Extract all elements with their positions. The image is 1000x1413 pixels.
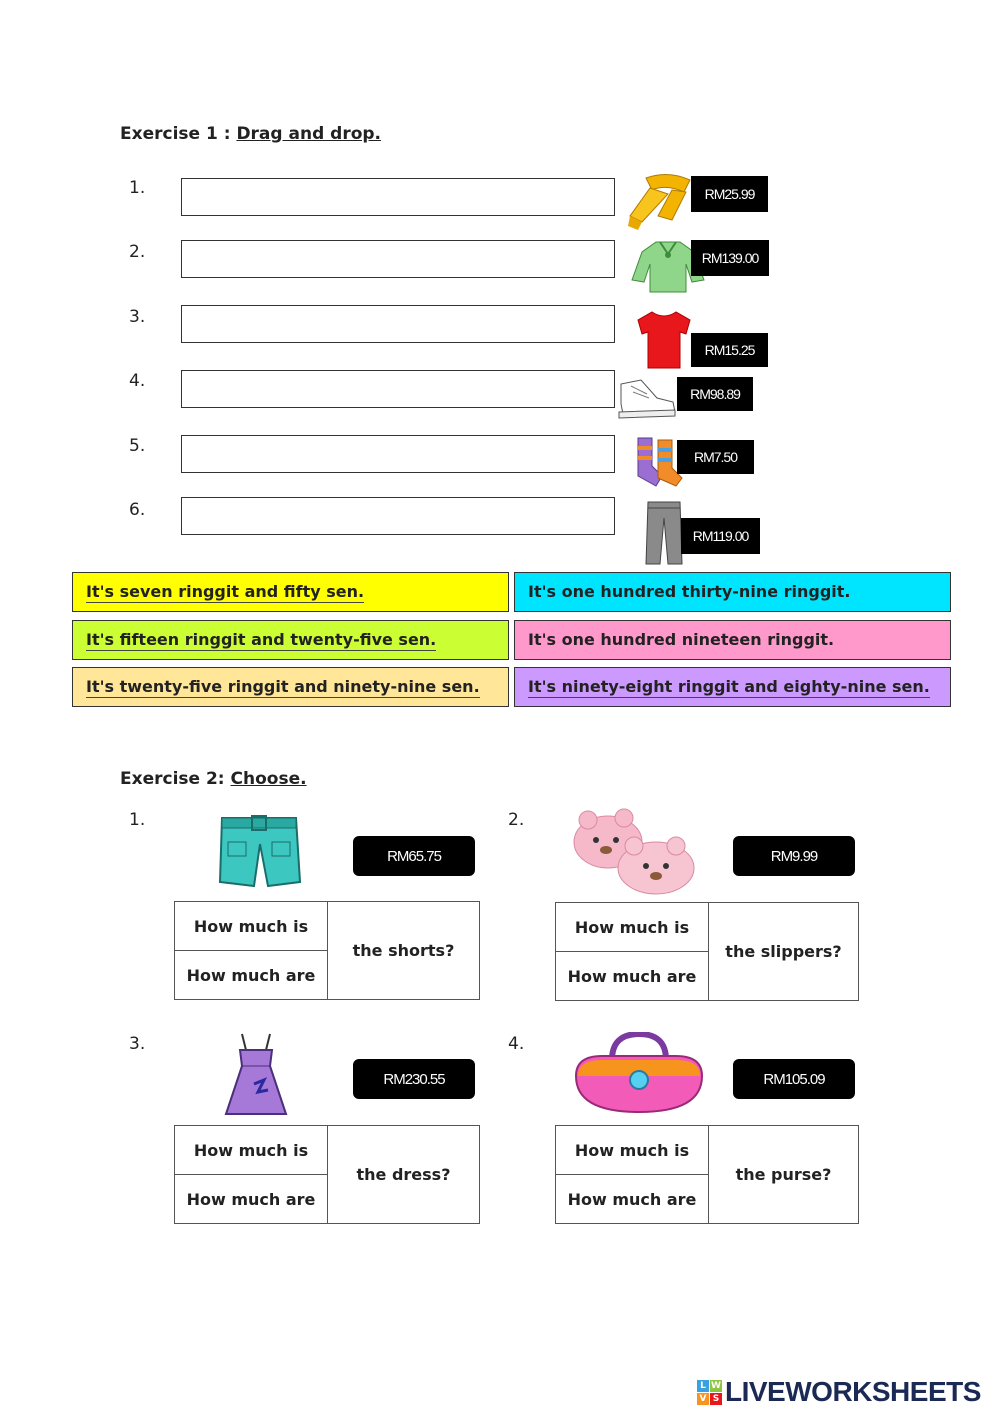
draggable-answer[interactable] [514,620,951,660]
sneakers-icon [617,374,677,420]
price-tag: RM25.99 [691,176,768,212]
choice-table-4 [555,1125,859,1224]
question-number: 4. [508,1034,525,1054]
price-tag: RM139.00 [691,240,769,276]
question-object: the slippers? [709,903,859,1001]
draggable-answer[interactable] [72,572,509,612]
scarf-icon [628,170,694,232]
logo-mark-icon: L W V S [697,1380,722,1405]
exercise2-heading [120,769,307,789]
liveworksheets-logo [697,1376,981,1408]
row-number: 2. [129,242,146,262]
draggable-answer[interactable] [72,620,509,660]
logo-text: LIVEWORKSHEETS [725,1376,981,1407]
row-number: 3. [129,307,146,327]
answer-text: It's ninety-eight ringgit and eighty-nine sen. [528,676,930,696]
drop-zone-2[interactable] [181,240,615,278]
exercise2-label: Exercise 2: [120,769,225,789]
question-object: the purse? [709,1126,859,1224]
drop-zone-4[interactable] [181,370,615,408]
shorts-icon [214,812,304,892]
price-tag: RM98.89 [677,377,753,411]
question-number: 3. [129,1034,146,1054]
answer-text: It's fifteen ringgit and twenty-five sen. [86,629,437,649]
drop-zone-1[interactable] [181,178,615,216]
exercise1-instruction: Drag and drop. [236,124,382,144]
price-tag: RM7.50 [677,440,754,474]
option-how-much-is[interactable]: How much is [556,903,709,952]
dress-icon [224,1032,288,1118]
answer-text: It's one hundred thirty-nine ringgit. [528,582,851,601]
price-tag: RM15.25 [691,333,768,367]
option-how-much-is[interactable]: How much is [556,1126,709,1175]
answer-text: It's twenty-five ringgit and ninety-nine sen. [86,676,480,696]
slippers-icon [568,806,704,898]
draggable-answer[interactable] [514,572,951,612]
choice-table-1 [174,901,480,1000]
drop-zone-6[interactable] [181,497,615,535]
option-how-much-are[interactable]: How much are [175,1175,328,1224]
question-number: 2. [508,810,525,830]
draggable-answer[interactable] [514,667,951,707]
exercise1-heading [120,124,381,144]
row-number: 5. [129,436,146,456]
option-how-much-is[interactable]: How much is [175,1126,328,1175]
answer-text: It's seven ringgit and fifty sen. [86,581,365,601]
option-how-much-are[interactable]: How much are [175,951,328,1000]
drop-zone-3[interactable] [181,305,615,343]
row-number: 4. [129,371,146,391]
draggable-answer[interactable] [72,667,509,707]
price-tag: RM105.09 [733,1059,855,1099]
exercise1-label: Exercise 1 : [120,124,231,144]
option-how-much-is[interactable]: How much is [175,902,328,951]
row-number: 6. [129,500,146,520]
price-tag: RM230.55 [353,1059,475,1099]
choice-table-2 [555,902,859,1001]
drop-zone-5[interactable] [181,435,615,473]
question-object: the shorts? [328,902,480,1000]
question-number: 1. [129,810,146,830]
option-how-much-are[interactable]: How much are [556,952,709,1001]
purse-icon [572,1032,706,1116]
answer-text: It's one hundred nineteen ringgit. [528,630,835,649]
exercise2-instruction: Choose. [230,769,307,789]
price-tag: RM119.00 [681,518,760,554]
question-object: the dress? [328,1126,480,1224]
choice-table-3 [174,1125,480,1224]
trousers-icon [644,500,684,566]
price-tag: RM65.75 [353,836,475,876]
tshirt-icon [636,308,692,370]
price-tag: RM9.99 [733,836,855,876]
row-number: 1. [129,178,146,198]
option-how-much-are[interactable]: How much are [556,1175,709,1224]
